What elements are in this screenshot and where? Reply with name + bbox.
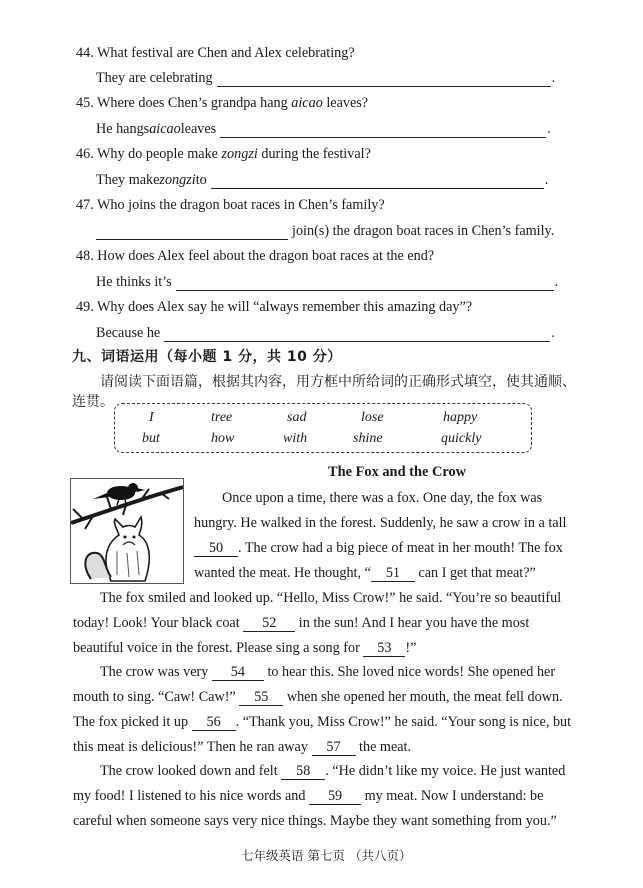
answer-46: They make zongzi to . <box>96 172 549 188</box>
story-line: wanted the meat. He thought, “ 51 can I get that meat?” <box>194 565 536 581</box>
answer-prefix: They are celebrating <box>96 70 213 86</box>
word-option: I <box>149 410 154 425</box>
answer-line[interactable] <box>217 72 551 87</box>
question-46: 46. Why do people make zongzi during the festival? <box>76 146 371 162</box>
story-line: mouth to sing. “Caw! Caw!” 55 when she opened her mouth, the meat fell down. <box>73 689 563 705</box>
question-49: 49. Why does Alex say he will “always remember this amazing day”? <box>76 299 473 315</box>
word-option: but <box>142 431 160 446</box>
word-option: with <box>283 431 308 446</box>
story-line: today! Look! Your black coat 52 in the sun! And I hear you have the most <box>73 615 530 631</box>
answer-44: They are celebrating . <box>96 70 556 86</box>
story-title: The Fox and the Crow <box>328 464 467 480</box>
answer-45: He hangs aicao leaves . <box>96 121 551 137</box>
blank-58[interactable]: 58 <box>281 764 325 780</box>
question-44 <box>76 45 355 62</box>
story-line: The crow looked down and felt 58 . “He didn’t like my voice. He just wanted <box>100 763 566 779</box>
story-line: The crow was very 54 to hear this. She loved nice words! She opened her <box>100 664 556 680</box>
blank-56[interactable]: 56 <box>192 715 236 731</box>
answer-49: Because he . <box>96 325 555 341</box>
story-line: this meat is delicious!” Then he ran away 57 the meat. <box>73 739 412 755</box>
story-line: Once upon a time, there was a fox. One day, the fox was <box>222 490 543 506</box>
section-instruction-cont: 连贯。 <box>72 394 114 410</box>
question-text: What festival are Chen and Alex celebrating? <box>97 45 355 61</box>
word-option: happy <box>443 410 478 425</box>
blank-51[interactable]: 51 <box>371 566 415 582</box>
question-48: 48. How does Alex feel about the dragon boat races at the end? <box>76 248 435 264</box>
word-option: lose <box>361 410 384 425</box>
page-footer: 七年级英语 第七页 （共八页） <box>241 848 412 863</box>
answer-line[interactable] <box>176 276 554 291</box>
blank-57[interactable]: 57 <box>312 740 356 756</box>
story-line: careful when someone says very nice things. Maybe they want something from you.” <box>73 813 557 829</box>
story-line: beautiful voice in the forest. Please sing a song for 53 !” <box>73 640 417 656</box>
question-47: 47. Who joins the dragon boat races in Chen’s family? <box>76 197 385 213</box>
question-45: 45. Where does Chen’s grandpa hang aicao leaves? <box>76 95 369 111</box>
answer-line[interactable] <box>96 225 288 240</box>
word-option: quickly <box>441 431 482 446</box>
word-option: tree <box>211 410 233 425</box>
word-option: how <box>211 431 235 446</box>
answer-line[interactable] <box>164 327 550 342</box>
blank-55[interactable]: 55 <box>239 690 283 706</box>
blank-59[interactable]: 59 <box>309 789 361 805</box>
word-option: sad <box>287 410 307 425</box>
answer-line[interactable] <box>211 174 544 189</box>
answer-48: He thinks it’s . <box>96 274 559 290</box>
blank-52[interactable]: 52 <box>243 616 295 632</box>
word-box <box>114 403 532 453</box>
blank-53[interactable]: 53 <box>363 641 405 657</box>
story-line: hungry. He walked in the forest. Suddenly, he saw a crow in a tall <box>194 515 567 531</box>
word-option: shine <box>353 431 383 446</box>
fox-crow-illustration <box>70 478 184 584</box>
story-line: The fox picked it up 56 . “Thank you, Miss Crow!” he said. “Your song is nice, but <box>73 714 572 730</box>
story-line: my food! I listened to his nice words and 59 my meat. Now I understand: be <box>73 788 544 804</box>
story-line: The fox smiled and looked up. “Hello, Miss Crow!” he said. “You’re so beautiful <box>100 590 562 606</box>
section-instruction: 请阅读下面语篇，根据其内容，用方框中所给词的正确形式填空，使其通顺、 <box>100 374 576 390</box>
blank-54[interactable]: 54 <box>212 665 264 681</box>
section-title: 九、词语运用（每小题 1 分，共 10 分） <box>72 349 342 365</box>
question-number: 44. <box>76 45 94 61</box>
answer-line[interactable] <box>220 123 546 138</box>
story-line: 50 . The crow had a big piece of meat in her mouth! The fox <box>194 540 563 557</box>
blank-50[interactable]: 50 <box>194 541 238 557</box>
answer-47: join(s) the dragon boat races in Chen’s family. <box>96 223 554 240</box>
